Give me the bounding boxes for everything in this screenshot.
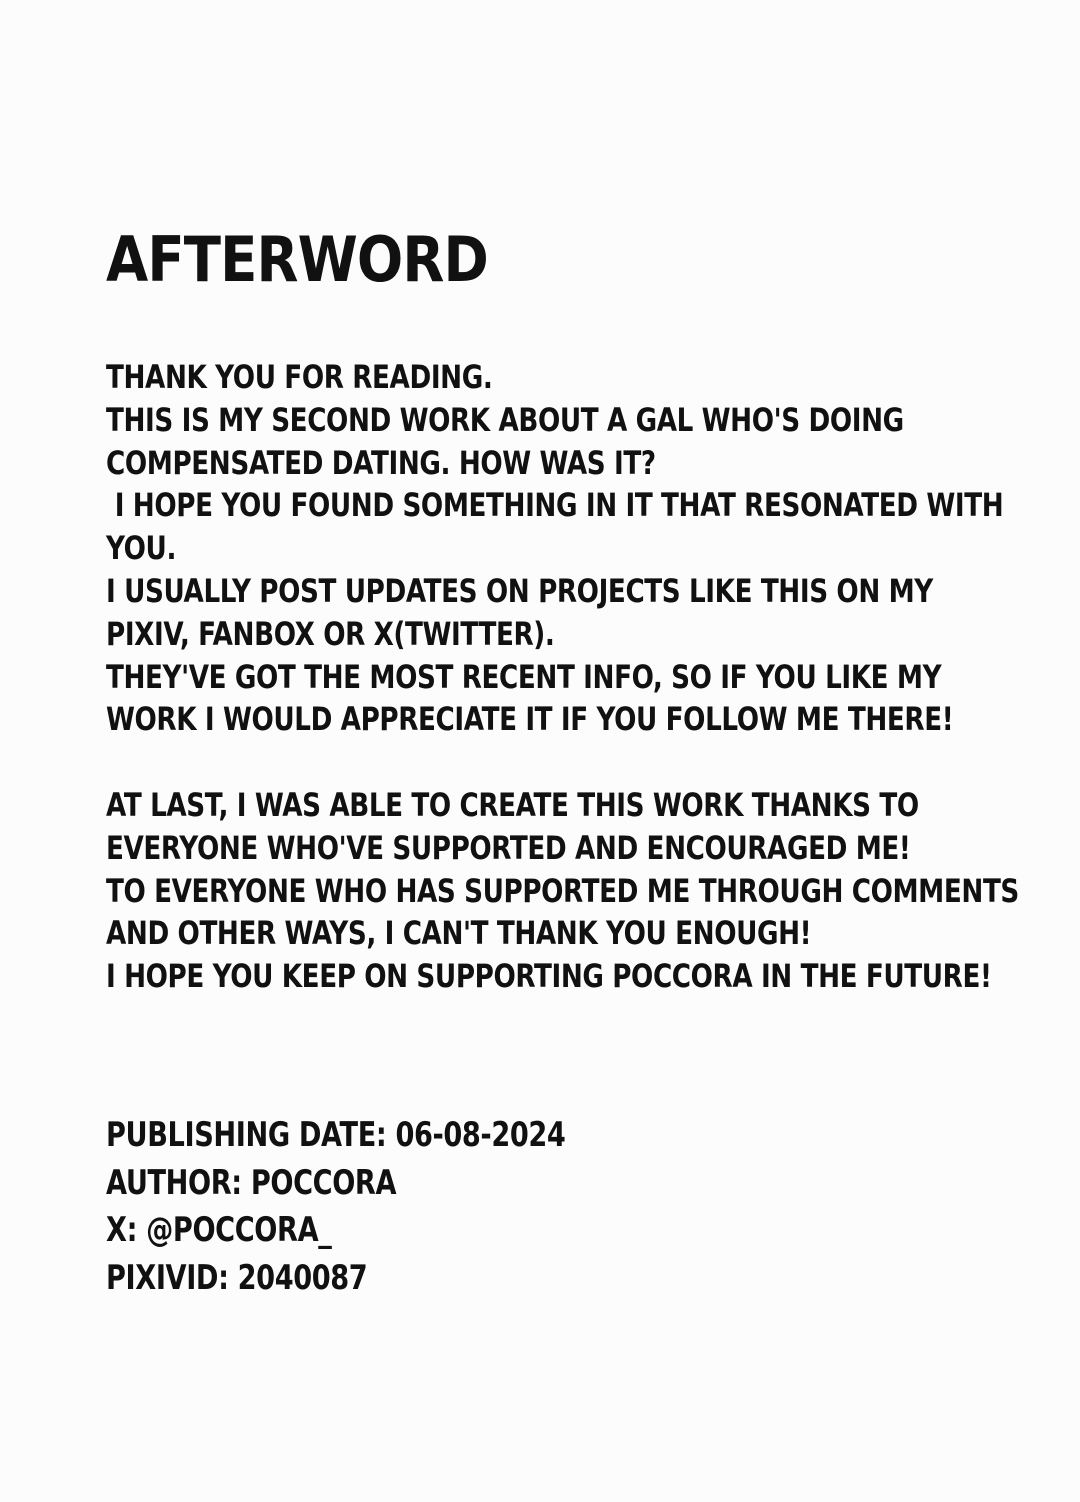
- paragraph-line: THEY'VE GOT THE MOST RECENT INFO, SO IF YOU LIKE MY: [106, 657, 942, 696]
- credits-block: [106, 1112, 1066, 1302]
- author-credit: AUTHOR: POCCORA: [106, 1162, 397, 1203]
- paragraph-line: PIXIV, FANBOX OR X(TWITTER).: [106, 614, 555, 653]
- paragraph-line: AT LAST, I WAS ABLE TO CREATE THIS WORK THANKS TO: [106, 786, 919, 824]
- paragraph-line: I HOPE YOU KEEP ON SUPPORTING POCCORA IN THE FUTURE!: [106, 957, 992, 996]
- paragraph-line: COMPENSATED DATING. HOW WAS IT?: [106, 443, 656, 482]
- paragraph-line: AND OTHER WAYS, I CAN'T THANK YOU ENOUGH!: [106, 914, 812, 953]
- paragraph-line: YOU.: [106, 529, 177, 568]
- paragraph-line: I HOPE YOU FOUND SOMETHING IN IT THAT RESONATED WITH: [106, 486, 1004, 525]
- paragraph-line: THANK YOU FOR READING.: [106, 358, 493, 396]
- page-title: AFTERWORD: [106, 223, 488, 296]
- paragraph-line: THIS IS MY SECOND WORK ABOUT A GAL WHO'S DOING: [106, 400, 904, 439]
- thank-you-paragraph: [106, 356, 1066, 741]
- x-handle: X: @POCCORA_: [106, 1210, 332, 1250]
- gratitude-paragraph: [106, 784, 1066, 998]
- pixiv-id: PIXIVID: 2040087: [106, 1257, 368, 1298]
- publishing-date: PUBLISHING DATE: 06-08-2024: [106, 1115, 566, 1155]
- paragraph-line: WORK I WOULD APPRECIATE IT IF YOU FOLLOW ME THERE!: [106, 700, 954, 739]
- paragraph-line: EVERYONE WHO'VE SUPPORTED AND ENCOURAGED ME!: [106, 828, 911, 867]
- paragraph-line: I USUALLY POST UPDATES ON PROJECTS LIKE THIS ON MY: [106, 571, 933, 610]
- paragraph-line: TO EVERYONE WHO HAS SUPPORTED ME THROUGH COMMENTS: [106, 871, 1019, 910]
